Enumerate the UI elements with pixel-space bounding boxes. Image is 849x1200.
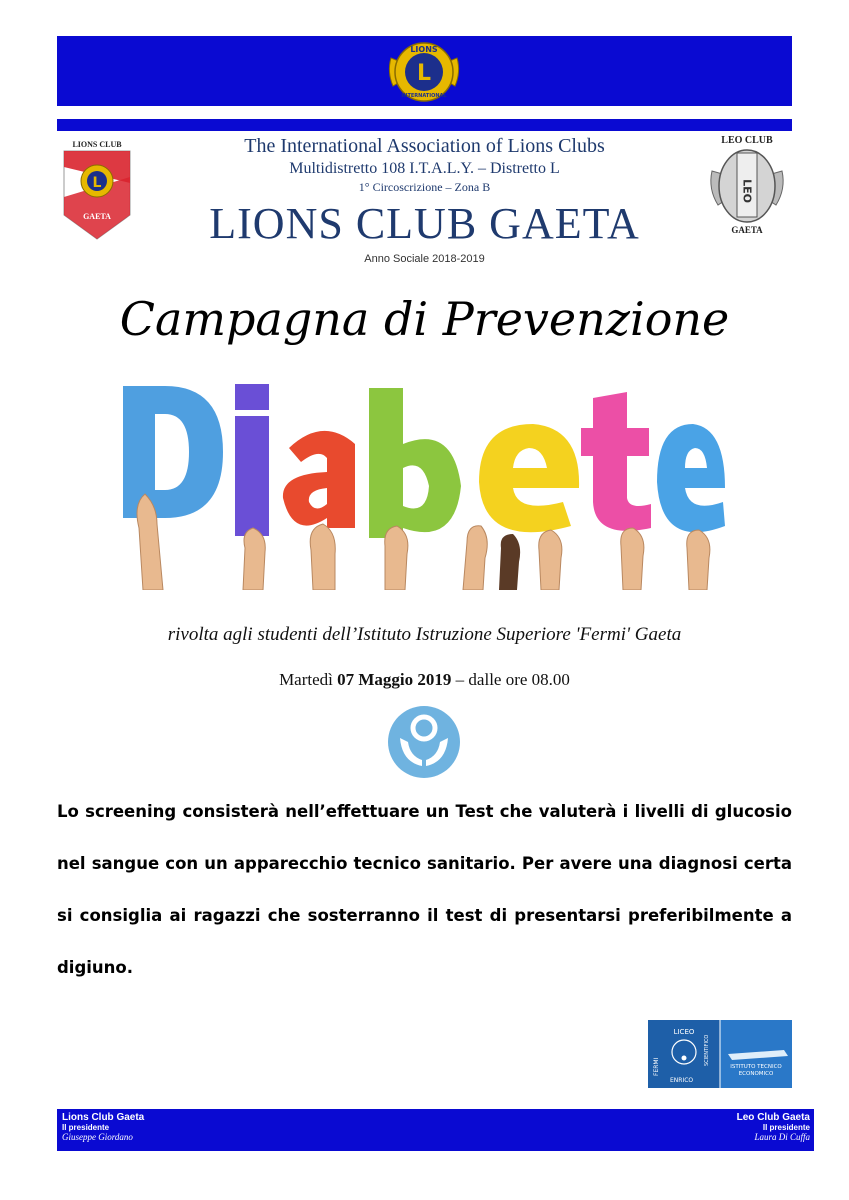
audience-line: rivolta agli studenti dell’Istituto Istruzione Superiore 'Fermi' Gaeta <box>167 624 682 645</box>
letter-t <box>581 392 651 531</box>
leo-top-text: LEO CLUB <box>721 135 773 146</box>
anno-sociale: Anno Sociale 2018-2019 <box>364 253 485 265</box>
footer-right-signature: Laura Di Cuffa <box>754 1132 810 1142</box>
footer-right-role: Il presidente <box>762 1123 810 1132</box>
school-scientifico-text: SCIENTIFICO <box>704 1034 710 1066</box>
school-fermi-text: FERMI <box>653 1057 660 1076</box>
event-date <box>0 670 849 690</box>
letter-e <box>479 424 579 532</box>
date-prefix: Martedì <box>279 670 338 689</box>
footer-left-name: Lions Club Gaeta <box>62 1112 145 1123</box>
top-stripe <box>57 119 792 131</box>
school-enrico-text: ENRICO <box>670 1077 694 1084</box>
emblem-bottom-text: INTERNATIONAL <box>401 93 447 99</box>
letter-d <box>123 386 223 518</box>
letter-a <box>283 431 355 528</box>
footer-left-signature: Giuseppe Giordano <box>62 1132 133 1142</box>
footer-right <box>737 1112 810 1142</box>
footer-right-name: Leo Club Gaeta <box>736 1112 810 1123</box>
lions-emblem-icon <box>385 38 463 106</box>
care-hands-icon <box>386 704 462 780</box>
circoscrizione-line: 1° Circoscrizione – Zona B <box>358 180 491 194</box>
footer-left-role: Il presidente <box>62 1123 110 1132</box>
letter-b <box>369 388 461 538</box>
svg-text:L: L <box>92 175 102 191</box>
letter-e-2 <box>657 424 725 532</box>
shield-bottom-text: GAETA <box>83 212 111 221</box>
leo-letters: LEO <box>740 179 754 203</box>
date-suffix: – dalle ore 08.00 <box>451 670 570 689</box>
school-economico-text: ECONOMICO <box>738 1071 774 1077</box>
screening-description: Lo screening consisterà nell’effettuare un Test che valuterà i livelli di glucosio nel sangue con un apparecchio tecnico sanitario. Per avere una diagnosi certa si consiglia ai ragazzi che sosterranno il test di presentarsi preferibilmente a digiuno. <box>57 802 792 977</box>
school-liceo-text: LICEO <box>673 1028 695 1036</box>
footer-left <box>62 1112 144 1142</box>
multidistretto-line: Multidistretto 108 I.T.A.L.Y. – Distretto L <box>289 160 560 177</box>
association-title: The International Association of Lions Clubs <box>244 135 605 157</box>
school-istituto-text: ISTITUTO TECNICO <box>730 1064 782 1070</box>
date-bold: 07 Maggio 2019 <box>337 670 452 689</box>
leo-bottom-text: GAETA <box>731 225 763 235</box>
campaign-title: Campagna di Prevenzione <box>119 292 730 346</box>
footer-bar <box>57 1109 814 1151</box>
emblem-letter: L <box>416 61 432 86</box>
shield-top-text: LIONS CLUB <box>72 140 122 149</box>
diabete-illustration <box>123 378 725 590</box>
emblem-top-text: LIONS <box>410 45 438 54</box>
club-name: LIONS CLUB GAETA <box>209 199 640 248</box>
school-logo <box>648 1020 792 1088</box>
letter-i <box>235 416 269 536</box>
